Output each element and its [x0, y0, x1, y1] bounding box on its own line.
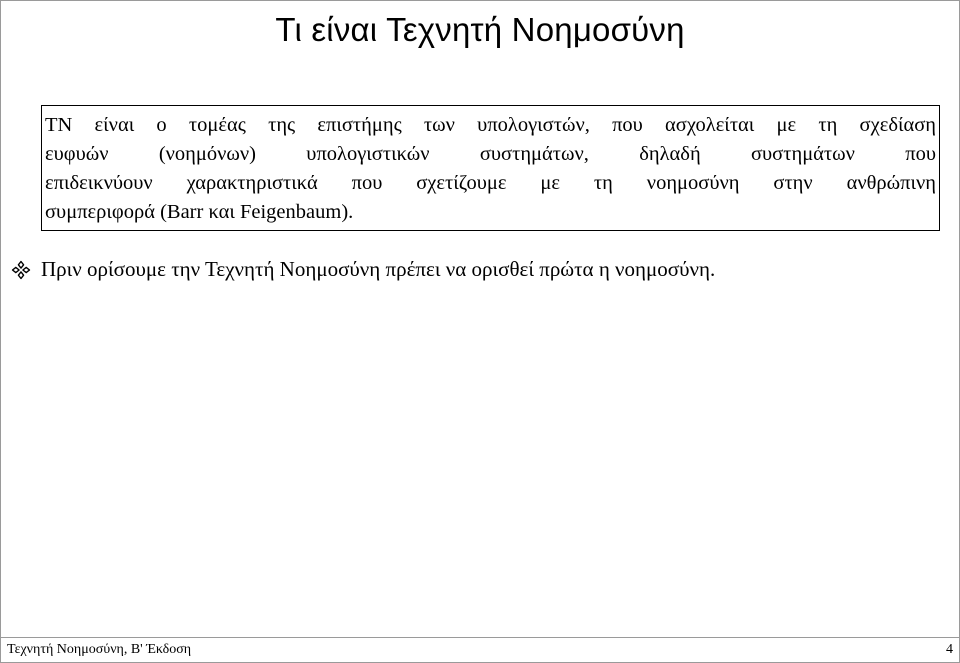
definition-line-3: επιδεικνύουν χαρακτηριστικά που σχετίζουμε με τη νοημοσύνη στην ανθρώπινη [45, 172, 936, 194]
bullet-item [11, 257, 715, 282]
footer-book-title: Τεχνητή Νοημοσύνη, Β' Έκδοση [7, 642, 192, 657]
slide-footer [1, 637, 959, 663]
diamond-bullet-icon [11, 260, 31, 280]
definition-line-1: ΤΝ είναι ο τομέας της επιστήμης των υπολογιστών, που ασχολείται με τη σχεδίαση [45, 114, 936, 136]
definition-box [41, 105, 940, 231]
slide-title: Τι είναι Τεχνητή Νοημοσύνη [275, 11, 685, 48]
definition-line-4: συμπεριφορά (Barr και Feigenbaum). [45, 201, 354, 223]
page-number: 4 [946, 642, 953, 657]
definition-line-2: ευφυών (νοημόνων) υπολογιστικών συστημάτων, δηλαδή συστημάτων που [45, 143, 936, 165]
bullet-text: Πριν ορίσουμε την Τεχνητή Νοημοσύνη πρέπει να ορισθεί πρώτα η νοημοσύνη. [41, 257, 716, 281]
